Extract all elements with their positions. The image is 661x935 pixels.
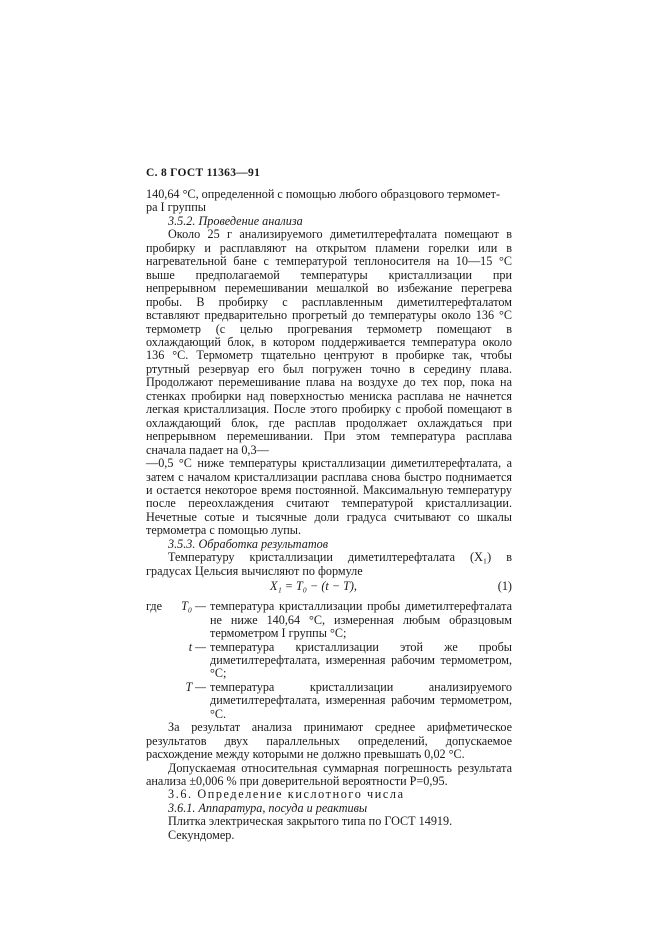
paragraph-line: 140,64 °С, определенной с помощью любого образцового термомет-: [146, 187, 501, 201]
definition-symbol: t —: [188, 639, 206, 654]
formula-row: [146, 580, 512, 596]
paragraph-procedure-cont: —0,5 °С ниже температуры кристаллизации диметилтерефталата, а затем с началом кристаллизации расплава снова быстро поднимается и остается некоторое время постоянной. Максимальную температуру после переохлаждения считают температурой кристаллизации. Нечетные сотые и тысячные доли градуса считывают со шкалы термометра с помощью лупы.: [146, 456, 512, 538]
paragraph-line: ра I группы: [146, 200, 206, 215]
paragraph-error: Допускаемая относительная суммарная погрешность результата анализа ±0,006 % при доверительной вероятности P=0,95.: [146, 760, 512, 789]
equation-number: (1): [497, 579, 512, 594]
definition-text: температура кристаллизации анализируемого диметилтерефталата, измеренная рабочим термометром, °С.: [210, 679, 512, 721]
paragraph-continuation: [146, 188, 512, 215]
section-heading-3-6-1: 3.6.1. Аппаратура, посуда и реактивы: [168, 800, 368, 815]
section-heading-3-6: 3.6. Определение кислотного числа: [168, 787, 405, 802]
where-label: где: [146, 599, 163, 614]
definition-symbol: T₀ —: [181, 599, 206, 614]
definition-row: [146, 600, 512, 640]
list-item: Плитка электрическая закрытого типа по ГОСТ 14919.: [168, 814, 453, 829]
paragraph-procedure: Около 25 г анализируемого диметилтерефталата помещают в пробирку и расплавляют на открытом пламени горелки или в нагревательной бане с температурой теплоносителя на 10—15 °С выше предполагаемой температуры кристаллизации при непрерывном перемешивании мешалкой во избежание перегрева пробы. В пробирку с расплавленным диметилтерефталатом вставляют предварительно прогретый до температуры около 136 °С термометр (с целью прогревания термометр помещают в охлаждающий блок, в котором поддерживается температура около 136 °С. Термометр тщательно центруют в пробирке так, чтобы ртутный резервуар его был погружен точно в середину плава. Продолжают перемешивание плава на воздухе до тех пор, пока на стенках пробирки над поверхностью мениска расплава не начнется легкая кристаллизация. После этого пробирку с пробой помещают в охлаждающий блок, где расплав продолжает охлаждаться при непрерывном перемешивании. При этом температура расплава сначала падает на 0,3—: [146, 227, 512, 457]
formula: X₁ = T₀ − (t − T),: [270, 579, 357, 594]
definition-row: [146, 681, 512, 721]
section-heading-3-5-2: 3.5.2. Проведение анализа: [168, 213, 303, 228]
page-header: С. 8 ГОСТ 11363—91: [146, 167, 261, 179]
paragraph-result: За результат анализа принимают среднее арифметическое результатов двух параллельных определений, допускаемое расхождение между которыми не должно превышать 0,02 °С.: [146, 720, 512, 762]
document-body: [146, 188, 512, 842]
definition-symbol: T —: [185, 679, 206, 694]
paragraph-formula-intro: Температуру кристаллизации диметилтерефталата (X₁) в градусах Цельсия вычисляют по формуле: [146, 550, 512, 578]
definition-text: температура кристаллизации пробы диметилтерефталата не ниже 140,64 °С, измеренная любым образцовым термометром I группы °С;: [210, 599, 512, 641]
section-heading-3-5-3: 3.5.3. Обработка результатов: [168, 536, 329, 551]
list-item: Секундомер.: [168, 827, 235, 842]
definition-text: температура кристаллизации этой же пробы диметилтерефталата, измеренная рабочим термометром, °С;: [210, 639, 512, 681]
definition-row: [146, 641, 512, 681]
